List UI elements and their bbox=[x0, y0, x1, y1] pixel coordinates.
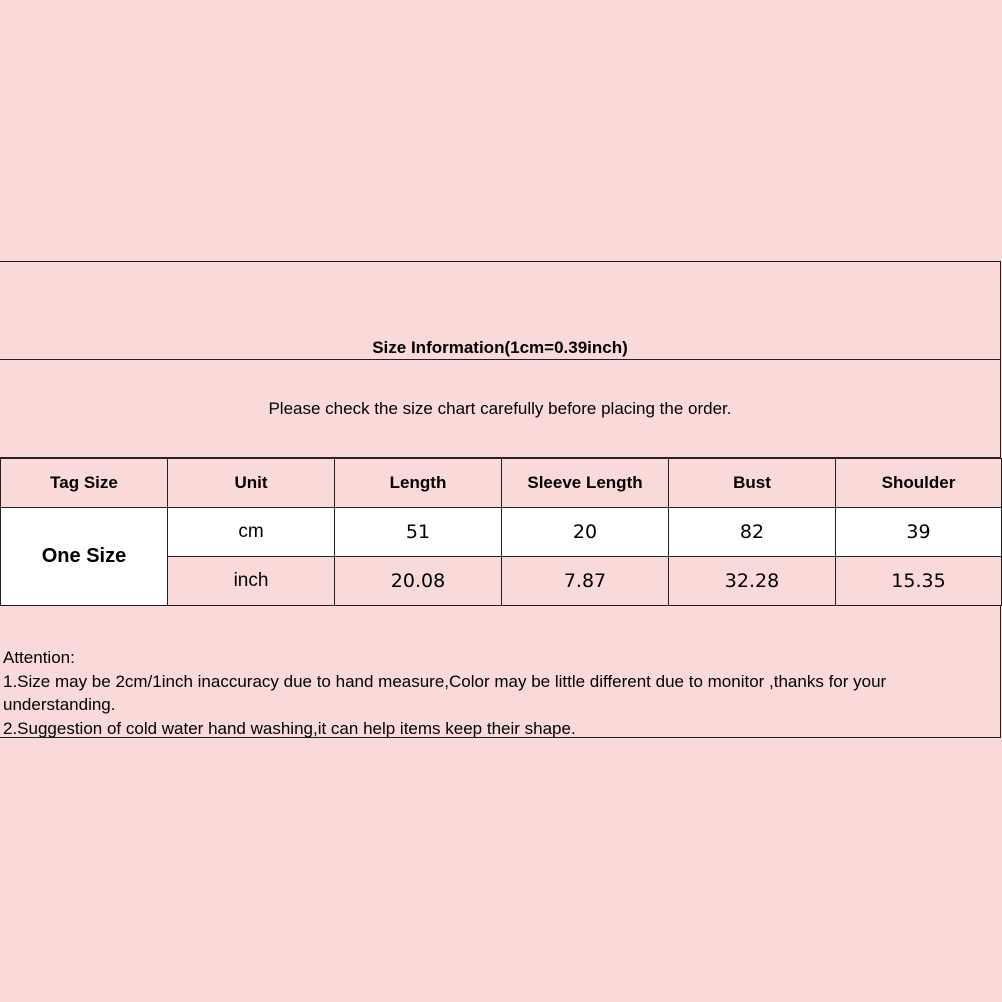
header-unit: Unit bbox=[168, 459, 335, 508]
header-sleeve-length: Sleeve Length bbox=[502, 459, 669, 508]
table-header-row bbox=[1, 459, 1002, 508]
size-chart-sheet bbox=[0, 261, 1001, 738]
table-row bbox=[1, 508, 1002, 557]
shoulder-cell: 39 bbox=[836, 508, 1002, 557]
notes-heading: Attention: bbox=[3, 648, 75, 667]
note-item: 1.Size may be 2cm/1inch inaccuracy due to hand measure,Color may be little different due to monitor ,thanks for your understanding. bbox=[3, 671, 887, 714]
header-shoulder: Shoulder bbox=[836, 459, 1002, 508]
header-bust: Bust bbox=[669, 459, 836, 508]
size-info-title: Size Information(1cm=0.39inch) bbox=[372, 338, 628, 357]
size-table bbox=[0, 458, 1002, 606]
title-row bbox=[0, 262, 1000, 360]
unit-cell: cm bbox=[168, 508, 335, 557]
length-cell: 20.08 bbox=[335, 557, 502, 606]
notice-row bbox=[0, 360, 1000, 458]
bust-cell: 82 bbox=[669, 508, 836, 557]
sleeve-length-cell: 20 bbox=[502, 508, 669, 557]
tag-size-cell: One Size bbox=[1, 508, 168, 606]
note-item: 2.Suggestion of cold water hand washing,it can help items keep their shape. bbox=[3, 718, 576, 738]
header-length: Length bbox=[335, 459, 502, 508]
attention-notes bbox=[3, 646, 993, 740]
shoulder-cell: 15.35 bbox=[836, 557, 1002, 606]
header-tag-size: Tag Size bbox=[1, 459, 168, 508]
bust-cell: 32.28 bbox=[669, 557, 836, 606]
unit-cell: inch bbox=[168, 557, 335, 606]
sleeve-length-cell: 7.87 bbox=[502, 557, 669, 606]
length-cell: 51 bbox=[335, 508, 502, 557]
notice-text: Please check the size chart carefully before placing the order. bbox=[268, 398, 732, 418]
